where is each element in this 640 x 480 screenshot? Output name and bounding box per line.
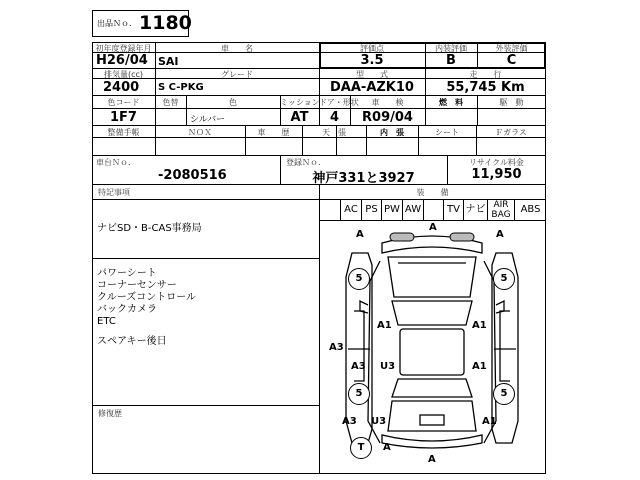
rear-window-outline xyxy=(392,379,472,397)
color-value: シルバー xyxy=(190,115,226,125)
score-value: 3.5 xyxy=(360,53,384,68)
note-line: ETC xyxy=(97,316,116,327)
model-label: 車 名 xyxy=(221,44,253,53)
lot-label: 出品Ｎｏ． xyxy=(97,19,137,28)
note-line: ナビSD・B-CAS事務局 xyxy=(97,223,202,234)
note-line: パワーシート xyxy=(97,268,157,279)
rule xyxy=(92,125,546,126)
repair-label: 修復歴 xyxy=(98,409,122,418)
rear-right-tire: 5 xyxy=(493,383,515,405)
grade-left-rear-door: A3 xyxy=(351,361,366,372)
grade-rear-left: A xyxy=(383,442,391,453)
chassis-label: 車台Ｎｏ． xyxy=(96,158,136,167)
color-family-label: 色替 xyxy=(162,98,179,107)
grade-left-rear-door-2: U3 xyxy=(380,361,396,372)
color-code-value: 1F7 xyxy=(110,110,137,125)
grade-front-right: A xyxy=(496,229,504,240)
type-label: 型 式 xyxy=(356,70,388,79)
left-headlight xyxy=(390,233,414,241)
grade-right-front-door: A1 xyxy=(472,320,487,331)
exterior-value: C xyxy=(506,53,517,68)
first-reg-label: 初年度登録年月 xyxy=(95,44,152,53)
rule xyxy=(92,258,319,259)
grade-right-rear-door: A1 xyxy=(472,361,487,372)
nox-label: ＮＯＸ xyxy=(188,128,212,137)
type-value: DAA-AZK10 xyxy=(330,80,414,95)
seat-label: シート xyxy=(435,128,459,137)
windshield-outline xyxy=(392,301,472,325)
recycle-value: 11,950 xyxy=(471,167,522,182)
plate-label: 登録Ｎｏ． xyxy=(286,158,326,167)
displacement-value: 2400 xyxy=(103,80,140,95)
equip-navi: ナビ xyxy=(464,199,488,220)
grade-left-rear-corner: A3 xyxy=(342,416,357,427)
notes-header: 特記事項 xyxy=(98,188,130,197)
grade-label: グレード xyxy=(221,70,253,79)
grade-rear-bumper: A xyxy=(428,454,436,465)
interior-value: B xyxy=(446,53,456,68)
manual-label: 整備手帳 xyxy=(107,128,140,137)
equip-ac: AC xyxy=(341,199,362,220)
plate-value: 神戸331と3927 xyxy=(312,171,415,186)
chassis-value: -2080516 xyxy=(158,168,227,183)
model-value: SAI xyxy=(158,55,179,68)
grade-left-front-door: A1 xyxy=(377,320,392,331)
mileage-label: 走 行 xyxy=(469,70,502,79)
transmission-label: ミッション xyxy=(280,98,320,107)
right-side-window xyxy=(500,311,510,381)
license-plate-outline xyxy=(420,415,444,425)
fuel-label: 燃 料 xyxy=(439,98,463,107)
grade-left-rear-corner-2: U3 xyxy=(371,416,387,427)
equip-pw: PW xyxy=(382,199,403,220)
note-line: コーナーセンサー xyxy=(97,280,177,291)
drive-label: 駆 動 xyxy=(499,98,524,107)
doors-label: ドア・形状 xyxy=(319,98,359,107)
rule xyxy=(92,155,546,156)
equip-abs: ABS xyxy=(520,204,541,215)
displacement-label: 排気量(cc) xyxy=(103,70,144,79)
car-damage-diagram xyxy=(320,221,545,473)
equip-tv: TV xyxy=(444,199,464,220)
roof-outline xyxy=(400,329,464,375)
equip-aw: AW xyxy=(403,199,424,220)
history-label: 車 歴 xyxy=(257,128,290,137)
color-code-label: 色コード xyxy=(107,98,140,107)
mileage-value: 55,745 Km xyxy=(446,80,525,95)
grade-right-rear-corner: A1 xyxy=(482,416,497,427)
glass-label: Ｆガラス xyxy=(495,128,527,137)
front-right-tire: 5 xyxy=(493,268,515,290)
interior-trim-label: 内 張 xyxy=(380,128,404,137)
color-label: 色 xyxy=(229,98,237,107)
lot-number: 1180 xyxy=(139,12,192,34)
note-line: クルーズコントロール xyxy=(97,292,196,303)
equip-ps: PS xyxy=(362,199,382,220)
inspection-value: R09/04 xyxy=(362,110,413,125)
rule xyxy=(92,405,319,406)
spare-tire: T xyxy=(350,437,372,459)
doors-value: 4 xyxy=(329,110,340,125)
transmission-value: AT xyxy=(290,110,309,125)
inspection-label: 車 検 xyxy=(371,98,404,107)
right-headlight xyxy=(450,233,474,241)
sunroof-label: 天 張 xyxy=(322,128,346,137)
grade-front-bumper: A xyxy=(429,222,437,233)
equip-blank xyxy=(319,199,341,220)
equip-blank xyxy=(424,199,444,220)
equip-airbag: AIR BAG xyxy=(488,199,515,220)
grade-value: S C-PKG xyxy=(158,82,204,93)
front-left-tire: 5 xyxy=(348,268,370,290)
note-line: バックカメラ xyxy=(97,304,157,315)
equipment-header: 装 備 xyxy=(416,188,449,197)
recycle-label: リサイクル料金 xyxy=(469,158,524,167)
interior-label: 内装評価 xyxy=(435,44,467,53)
grade-front-left: A xyxy=(356,229,364,240)
rear-left-tire: 5 xyxy=(348,383,370,405)
trunk-outline xyxy=(388,401,476,431)
note-line: スペアキー後日 xyxy=(97,336,167,347)
first-reg-value: H26/04 xyxy=(96,53,148,68)
rear-bumper-outline xyxy=(382,435,482,448)
grade-left-side: A3 xyxy=(329,342,344,353)
exterior-label: 外装評価 xyxy=(495,44,528,53)
score-label: 評価点 xyxy=(360,44,384,53)
